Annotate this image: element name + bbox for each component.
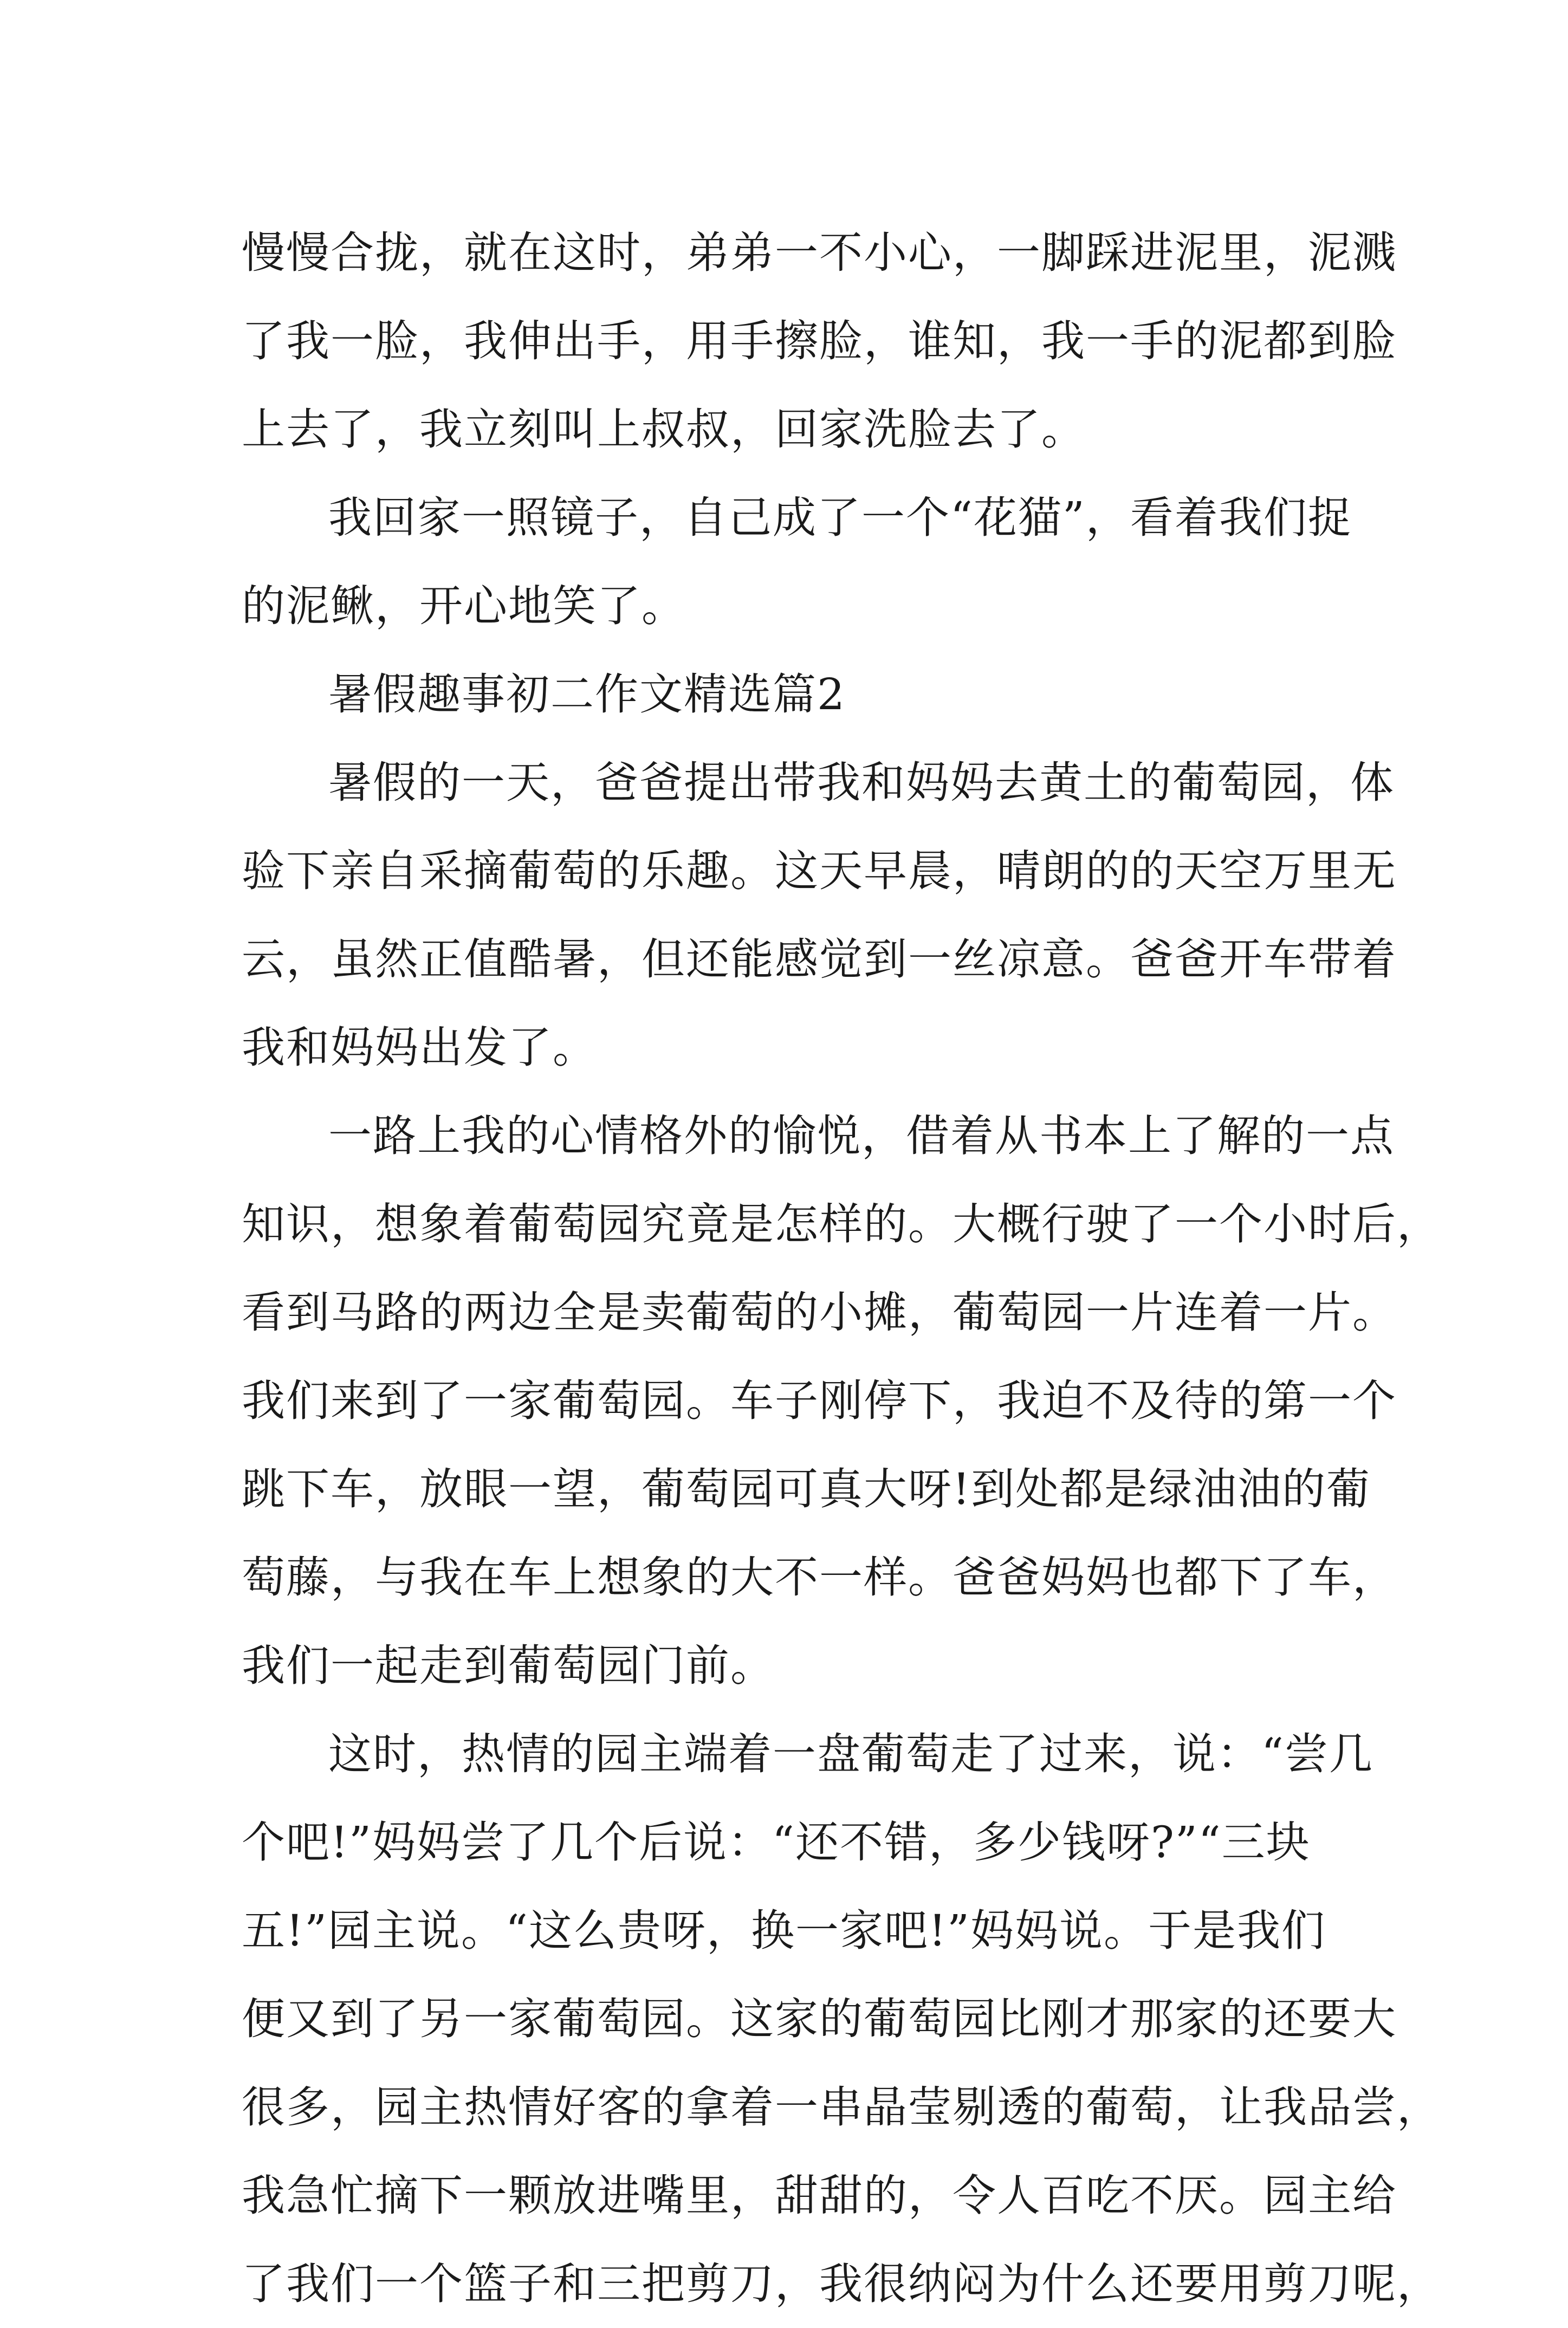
text-line: 慢慢合拢，就在这时，弟弟一不小心，一脚踩进泥里，泥溅 [242, 228, 1397, 278]
text-line: 了我们一个篮子和三把剪刀，我很纳闷为什么还要用剪刀呢， [242, 2259, 1441, 2309]
text-line: 萄藤，与我在车上想象的大不一样。爸爸妈妈也都下了车， [242, 1552, 1397, 1603]
text-line: 云，虽然正值酷暑，但还能感觉到一丝凉意。爸爸开车带着 [242, 934, 1397, 984]
text-line: 我急忙摘下一颗放进嘴里，甜甜的，令人百吃不厌。园主给 [242, 2170, 1397, 2221]
text-line: 跳下车，放眼一望，葡萄园可真大呀!到处都是绿油油的葡 [242, 1464, 1371, 1514]
text-line: 知识，想象着葡萄园究竟是怎样的。大概行驶了一个小时后， [242, 1199, 1441, 1249]
text-line: 便又到了另一家葡萄园。这家的葡萄园比刚才那家的还要大 [242, 1994, 1397, 2044]
text-line: 个吧!”妈妈尝了几个后说：“还不错，多少钱呀?”“三块 [242, 1817, 1311, 1867]
text-line: 一路上我的心情格外的愉悦，借着从书本上了解的一点 [328, 1111, 1395, 1161]
text-line: 看到马路的两边全是卖葡萄的小摊，葡萄园一片连着一片。 [242, 1287, 1397, 1338]
text-line: 我回家一照镜子，自己成了一个“花猫”，看着我们捉 [328, 492, 1352, 543]
text-line: 暑假趣事初二作文精选篇2 [328, 669, 846, 719]
text-line: 很多，园主热情好客的拿着一串晶莹剔透的葡萄，让我品尝， [242, 2082, 1441, 2132]
text-line: 的泥鳅，开心地笑了。 [242, 581, 686, 631]
text-line: 验下亲自采摘葡萄的乐趣。这天早晨，晴朗的的天空万里无 [242, 846, 1397, 896]
text-line: 五!”园主说。“这么贵呀，换一家吧!”妈妈说。于是我们 [242, 1905, 1326, 1956]
text-line: 上去了，我立刻叫上叔叔，回家洗脸去了。 [242, 404, 1086, 455]
text-line: 暑假的一天，爸爸提出带我和妈妈去黄土的葡萄园，体 [328, 757, 1395, 808]
text-line: 我和妈妈出发了。 [242, 1022, 597, 1073]
document-body [242, 209, 1441, 2328]
text-line: 我们一起走到葡萄园门前。 [242, 1640, 775, 1691]
text-line: 了我一脸，我伸出手，用手擦脸，谁知，我一手的泥都到脸 [242, 316, 1397, 366]
text-line: 我们来到了一家葡萄园。车子刚停下，我迫不及待的第一个 [242, 1376, 1397, 1426]
text-line: 这时，热情的园主端着一盘葡萄走了过来，说：“尝几 [328, 1729, 1373, 1779]
